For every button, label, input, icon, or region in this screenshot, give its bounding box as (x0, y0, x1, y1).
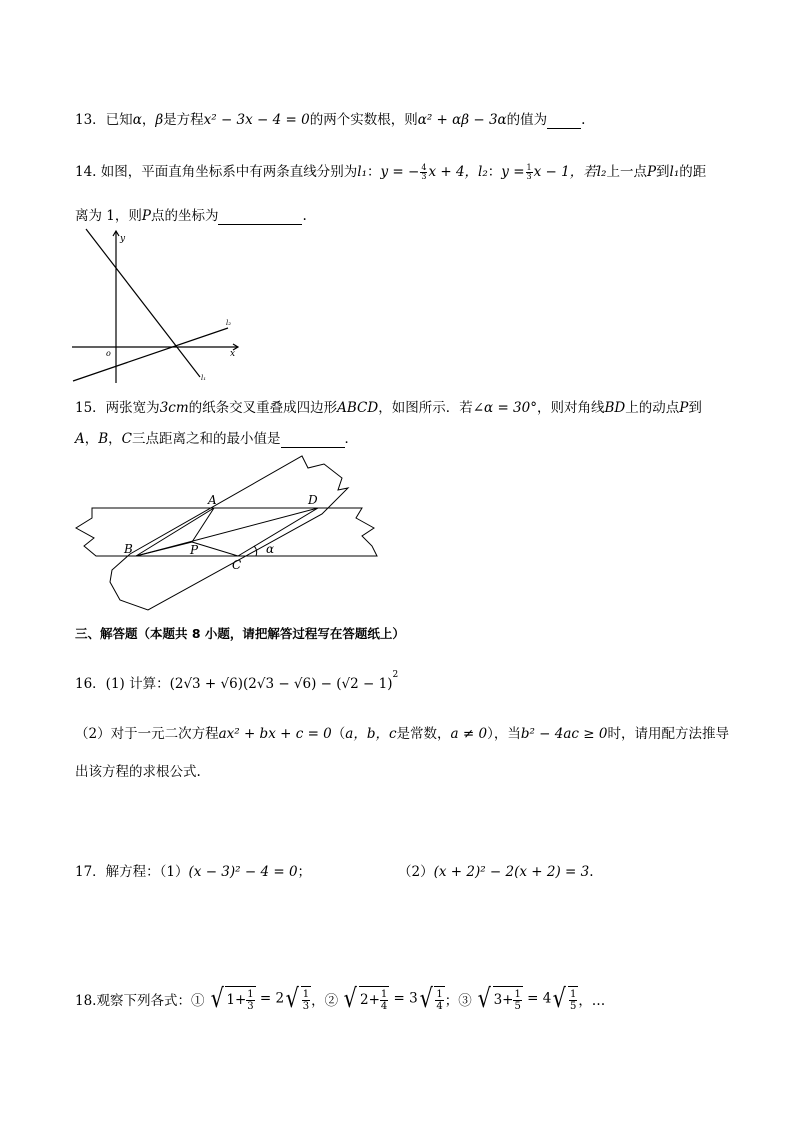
q18-f2-num2: 1 (436, 989, 443, 1000)
segment-AP (192, 508, 214, 542)
q13-beta: β (155, 112, 164, 128)
q17-end: . (589, 864, 594, 880)
q14-text3: 的距 (679, 164, 707, 180)
q15-text2: ，如图所示．若 (378, 400, 473, 416)
q13-text2: 的两个实数根，则 (309, 112, 418, 128)
q18-intro: 18.观察下列各式：① (75, 993, 205, 1009)
q18-f1-num: 1 (247, 989, 254, 1000)
q18-sep1: ，② (311, 993, 339, 1009)
q14-eq2a: y = (501, 164, 525, 180)
q18-f3-den: 5 (514, 1001, 521, 1012)
q18-f1-den2: 3 (302, 1001, 310, 1012)
q13-text3: 的值为 (506, 112, 548, 128)
q14-l1: l₁ (357, 164, 367, 180)
point-P-label: P (190, 543, 199, 557)
q18-f2-den2: 4 (436, 1001, 443, 1012)
q15-C: C (121, 431, 133, 447)
q18-f3-den2: 5 (569, 1001, 577, 1012)
q15-bd: BD (604, 400, 626, 416)
q13-text1: 是方程 (163, 112, 204, 128)
point-B-label: B (124, 542, 133, 556)
q18-formula2: √ 2+ $\frac{1}{4}$ = 3√ $\frac{1}{4}$ (344, 984, 443, 1014)
q13-answer-blank[interactable] (547, 112, 581, 129)
q13-equation: x² − 3x − 4 = 0 (203, 112, 310, 128)
q18-formula3: √ 3+ $\frac{1}{5}$ = 4√ $\frac{1}{5}$ (477, 984, 577, 1014)
q15-intro: 15．两张宽为 (75, 400, 160, 416)
q14-eq1b: x + 4， (428, 164, 479, 180)
q17-part2-label: （2） (398, 864, 434, 880)
question-14 (75, 160, 706, 181)
q13-sep: ， (141, 112, 156, 128)
q14-colon2: ： (487, 164, 502, 180)
q15-B: B (98, 431, 109, 447)
q15-sep2: ， (108, 431, 122, 447)
question-18 (75, 986, 605, 1012)
q14-text1: 上一点 (606, 164, 647, 180)
question-16-part2 (75, 722, 729, 742)
q15-A: A (75, 431, 85, 447)
l2-label: l₂ (226, 319, 232, 327)
q16-expression: (2√3 + √6)(2√3 − √6) − (√2 − 1) (169, 676, 393, 692)
q18-f2-num: 1 (380, 989, 388, 1000)
q14-frac1-den: 3 (421, 172, 427, 181)
q17-sep: ； (297, 864, 312, 880)
q14-l1b: l₁ (669, 164, 680, 180)
q13-number: 13．已知 (75, 112, 133, 128)
point-A-label: A (208, 493, 217, 507)
q14-frac1-num: 4 (421, 163, 427, 172)
q14-eq1a: y = − (380, 164, 420, 180)
q18-f2-den: 4 (380, 1001, 388, 1012)
q18-f1-frac2 (302, 989, 310, 1012)
q14-frac1 (420, 164, 427, 181)
q16-p2-a-neq: a ≠ 0 (450, 726, 488, 742)
q15-text5: 到 (688, 400, 702, 416)
q18-f1-coef: 2 (275, 990, 285, 1007)
figure-15-paper-strips (72, 452, 382, 614)
q14-line2a: 离为 1，则 (75, 208, 142, 224)
question-14-line2 (75, 204, 307, 225)
q16-p2-discriminant: b² − 4ac ≥ 0 (520, 726, 608, 742)
section-heading: 三、解答题（本题共 8 小题，请把解答过程写在答题纸上） (75, 626, 405, 641)
segment-PC (192, 542, 238, 556)
origin-label: o (106, 349, 111, 358)
q15-answer-blank[interactable] (281, 431, 345, 448)
segment-CD (238, 508, 318, 556)
q14-P2: P (141, 208, 151, 224)
question-15 (75, 396, 702, 416)
q16-intro: 16．(1) 计算： (75, 676, 170, 692)
question-16-part2-line2: 出该方程的求根公式. (75, 764, 201, 780)
q15-text1: 的纸条交叉重叠成四边形 (188, 400, 338, 416)
question-17 (75, 860, 311, 880)
q14-end: . (302, 208, 307, 224)
q13-end: . (581, 112, 586, 128)
question-16 (75, 669, 399, 692)
q15-width: 3cm (159, 400, 189, 416)
q16-p2-equation: ax² + bx + c = 0 (218, 726, 332, 742)
q18-f3-int: 3 (493, 992, 503, 1008)
question-13 (75, 108, 585, 129)
q18-f2-frac (380, 989, 388, 1012)
q14-line2b: 点的坐标为 (150, 208, 219, 224)
q18-f3-coef: 4 (542, 990, 552, 1007)
angle-alpha-label: α (266, 542, 275, 556)
segment-BA (136, 508, 214, 556)
q14-eq2b: x − 1，若 (533, 164, 597, 180)
q18-f2-frac2 (435, 989, 443, 1012)
q18-f1-den: 3 (247, 1001, 254, 1012)
q15-p: P (679, 400, 689, 416)
q15-text6: 三点距离之和的最小值是 (132, 431, 281, 447)
question-17-part2 (398, 860, 594, 880)
q13-alpha: α (132, 112, 142, 128)
q18-f3-num: 1 (514, 989, 521, 1000)
q13-expression: α² + αβ − 3α (417, 112, 507, 128)
q16-p2-text1: （2）对于一元二次方程 (75, 726, 219, 742)
q14-frac2-den: 3 (526, 172, 532, 181)
q15-angle: ∠α = 30° (472, 400, 537, 416)
q14-text-intro: 14. 如图，平面直角坐标系中有两条直线分别为 (75, 164, 358, 180)
q18-f1-frac (246, 989, 254, 1012)
q14-answer-blank[interactable] (218, 208, 302, 225)
q18-formula1: √ 1+ $\frac{1}{3}$ = 2√ $\frac{1}{3}$ (210, 984, 310, 1014)
y-axis-label: y (120, 234, 126, 244)
q16-exponent: 2 (392, 669, 399, 680)
segment-BP (136, 542, 192, 556)
q15-text4: 上的动点 (625, 400, 680, 416)
q16-p2-paren: （ (331, 726, 346, 742)
q18-f3-frac (513, 989, 521, 1012)
q16-p2-text3: ），当 (487, 726, 521, 742)
q17-equation2: (x + 2)² − 2(x + 2) = 3 (433, 864, 590, 880)
line-l1 (86, 229, 200, 377)
q16-p2-text4: 时，请用配方法推导 (607, 726, 729, 742)
q16-p2-abc: a，b，c (345, 726, 397, 742)
point-C-label: C (232, 558, 242, 572)
q14-colon1: ： (367, 164, 381, 180)
q14-l2: l₂ (478, 164, 488, 180)
q18-f3-frac2 (569, 989, 577, 1012)
q15-text3: ，则对角线 (536, 400, 605, 416)
l1-label: l₁ (201, 374, 207, 382)
q14-P: P (646, 164, 657, 180)
q14-frac2-num: 1 (526, 163, 532, 172)
q18-f2-int: 2 (359, 992, 369, 1008)
q18-f3-num2: 1 (569, 989, 577, 1000)
q14-frac2 (526, 164, 533, 181)
point-D-label: D (308, 493, 318, 507)
q18-f1-num2: 1 (302, 989, 310, 1000)
q18-f2-coef: 3 (409, 990, 418, 1007)
q17-equation1: (x − 3)² − 4 = 0 (188, 864, 298, 880)
q15-end: ． (344, 431, 359, 447)
figure-14-coordinate-plane (68, 225, 248, 390)
q15-abcd: ABCD (337, 400, 379, 416)
slanted-strip (110, 456, 348, 610)
q17-intro: 17．解方程：（1） (75, 864, 189, 880)
q14-l2b: l₂ (596, 164, 607, 180)
q18-sep2: ；③ (444, 993, 472, 1009)
q15-sep1: ， (84, 431, 99, 447)
q18-ellipsis: ，… (578, 993, 606, 1009)
q18-f1-int: 1 (226, 992, 235, 1008)
x-axis-label: x (230, 349, 236, 359)
q14-text2: 到 (656, 164, 670, 180)
question-15-line2 (75, 427, 358, 448)
q16-p2-text2: 是常数， (396, 726, 451, 742)
